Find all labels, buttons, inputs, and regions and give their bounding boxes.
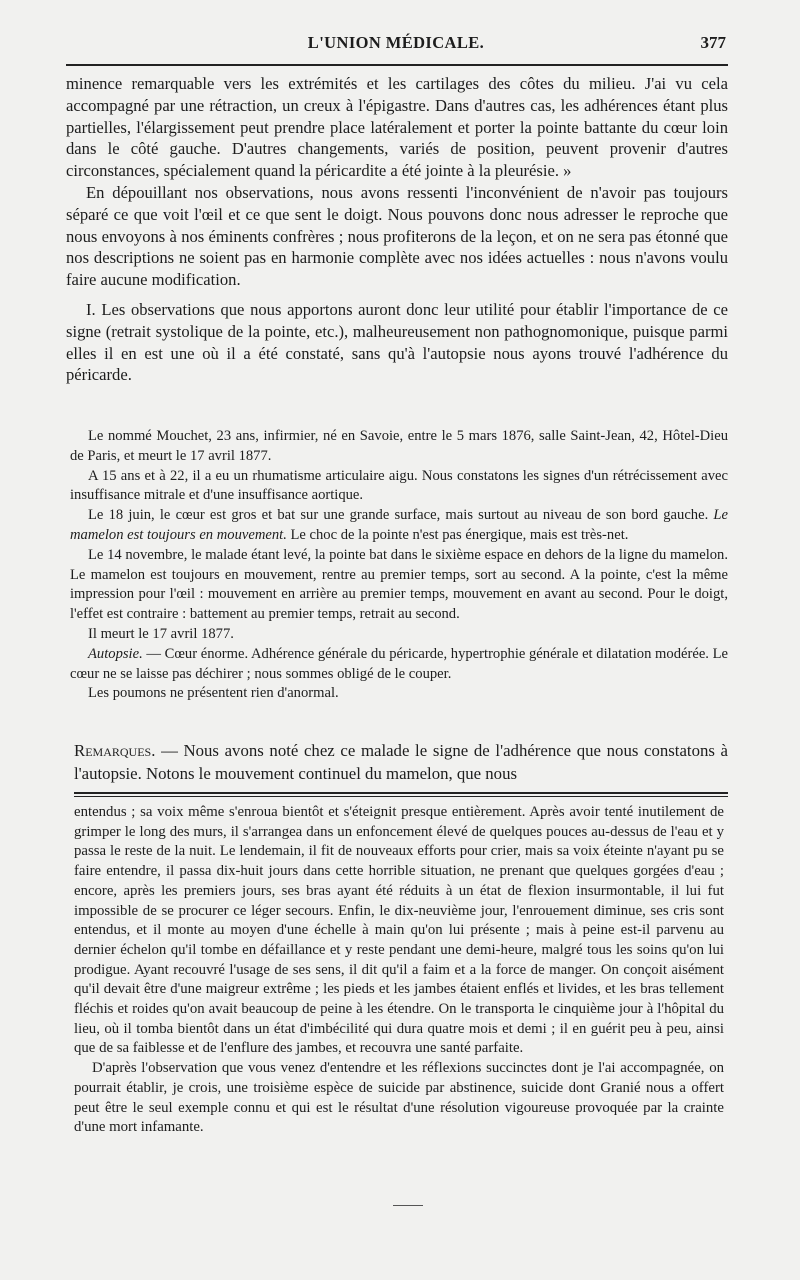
paragraph-section-one: I. Les observations que nous apportons auront donc leur utilité pour établir l'importance de ce signe (retrait systolique de la pointe, etc.), malheureusement non pathognomonique, puisque parmi elles il en est une où il a été constaté, sans qu'à l'autopsie nous ayons trouvé l'adhérence du péricarde. [66, 299, 728, 385]
autopsy-text: — Cœur énorme. Adhérence générale du péricarde, hypertrophie générale et dilatation modérée. Le cœur ne se laisse pas déchirer ; nous sommes obligé de le couper. [70, 645, 728, 682]
lower-text-block [74, 803, 724, 1138]
section-divider-thin [74, 796, 728, 797]
journal-title: L'UNION MÉDICALE. [307, 33, 485, 52]
remarks-paragraph [74, 739, 728, 785]
case-june-italic: Le mamelon est toujours en mouvement. [70, 507, 728, 543]
paragraph-granie-story: entendus ; sa voix même s'enroua bientôt et s'éteignit presque entièrement. Après avoir tenté inutilement de grimper le long des murs, il s'arrangea dans un enfoncement élevé de quelques pouces au-dessus de l'eau et y passa le reste de la nuit. Le lendemain, il fit de nouveaux efforts pour crier, mais sa voix éteinte n'ayant pu se faire entendre, il passa dix-huit jours dans cette horrible situation, ne prenant que quelques gorgées d'eau ; encore, après les premiers jours, ses bras ayant été réduits à un état de flexion insurmontable, il lui fut impossible de se procurer ce léger secours. Enfin, le dix-neuvième jour, l'enrouement diminue, ses cris sont entendus, et il monte au moyen d'une échelle à main qu'on lui présente ; mais à peine est-il parvenu au dernier échelon qu'il tombe en défaillance et y reste pendant une demi-heure, malgré tous les soins qu'on lui prodigue. Ayant recouvré l'usage de ses sens, il dit qu'il a faim et a la force de manger. On conçoit aisément qu'il devait être d'une maigreur extrême ; les pieds et les jambes étaient enflés et livides, et les bras tellement fléchis et roides qu'on avait beaucoup de peine à les étendre. On le transporta le cinquième jour à l'hôpital du lieu, où il tomba bientôt dans un état d'imbécilité qui dura quatre mois et demi ; il en guérit peu à peu, ainsi que de sa faiblesse et de l'enflure des jambes, et recouvra une santé parfaite. [74, 804, 724, 1057]
case-june-text-end: Le choc de la pointe n'est pas énergique, mais est très-net. [286, 526, 629, 543]
case-june-text: Le 18 juin, le cœur est gros et bat sur une grande surface, mais surtout au niveau de son bord gauche. [88, 507, 714, 524]
paragraph-continuation: minence remarquable vers les extrémités et les cartilages des côtes du milieu. J'ai vu cela accompagné par une rétraction, un creux à l'épigastre. Dans d'autres cas, les adhérences étant plus partielles, l'élargissement peut prendre place latéralement et porter la pointe battante du cœur loin dans le côté gauche. D'autres changements, variés de position, peuvent provenir d'autres circonstances, spécialement quand la péricardite a été jointe à la pleurésie. » [66, 74, 728, 181]
remarks-text: — Nous avons noté chez ce malade le signe de l'adhérence que nous constatons à l'autopsie. Notons le mouvement continuel du mamelon, que nous [74, 741, 728, 783]
case-november: Le 14 novembre, le malade étant levé, la pointe bat dans le sixième espace en dehors de la ligne du mamelon. Le mamelon est toujours en mouvement, rentre au premier temps, sort au second. A la pointe, c'est la même impression pour l'œil : mouvement en arrière au premier temps, mouvement en avant au second. Pour le doigt, l'effet est contraire : battement au premier temps, retrait au second. [70, 546, 728, 623]
case-history: A 15 ans et à 22, il a eu un rhumatisme articulaire aigu. Nous constatons les signes d'un rétrécissement avec insuffisance mitrale et d'une insuffisance aortique. [70, 467, 728, 504]
remarks-label: Remarques. [74, 741, 156, 760]
section-divider [74, 792, 728, 794]
page-header [66, 33, 726, 59]
page-number: 377 [700, 33, 726, 52]
paragraph-observations: En dépouillant nos observations, nous avons ressenti l'inconvénient de n'avoir pas toujours séparé ce que voit l'œil et ce que sent le doigt. Nous pouvons donc nous adresser le reproche que nous envoyons à nos éminents confrères ; nous profiterons de la leçon, et on ne sera pas étonné que nos descriptions ne soient pas en harmonie complète avec nos idées actuelles : nous n'avons voulu faire aucune modification. [66, 182, 728, 290]
case-june [70, 506, 728, 546]
header-rule [66, 64, 728, 66]
case-death: Il meurt le 17 avril 1877. [88, 625, 234, 642]
case-intro: Le nommé Mouchet, 23 ans, infirmier, né en Savoie, entre le 5 mars 1876, salle Saint-Jean, 42, Hôtel-Dieu de Paris, et meurt le 17 avril 1877. [70, 428, 728, 464]
case-lungs: Les poumons ne présentent rien d'anormal. [88, 685, 339, 702]
paragraph-conclusion: D'après l'observation que vous venez d'entendre et les réflexions succinctes dont je l'ai accompagnée, on pourrait établir, je crois, une troisième espèce de suicide par abstinence, suicide dont Granié nous a offert peut être le seul exemple connu et qui est le résultat d'une résolution vigoureuse provoquée par la crainte d'une mort infamante. [74, 1060, 724, 1136]
case-autopsy [70, 645, 728, 685]
upper-text-block [66, 73, 728, 386]
footer-mark [393, 1205, 423, 1206]
autopsy-label: Autopsie. [88, 645, 143, 662]
case-report [70, 427, 728, 704]
